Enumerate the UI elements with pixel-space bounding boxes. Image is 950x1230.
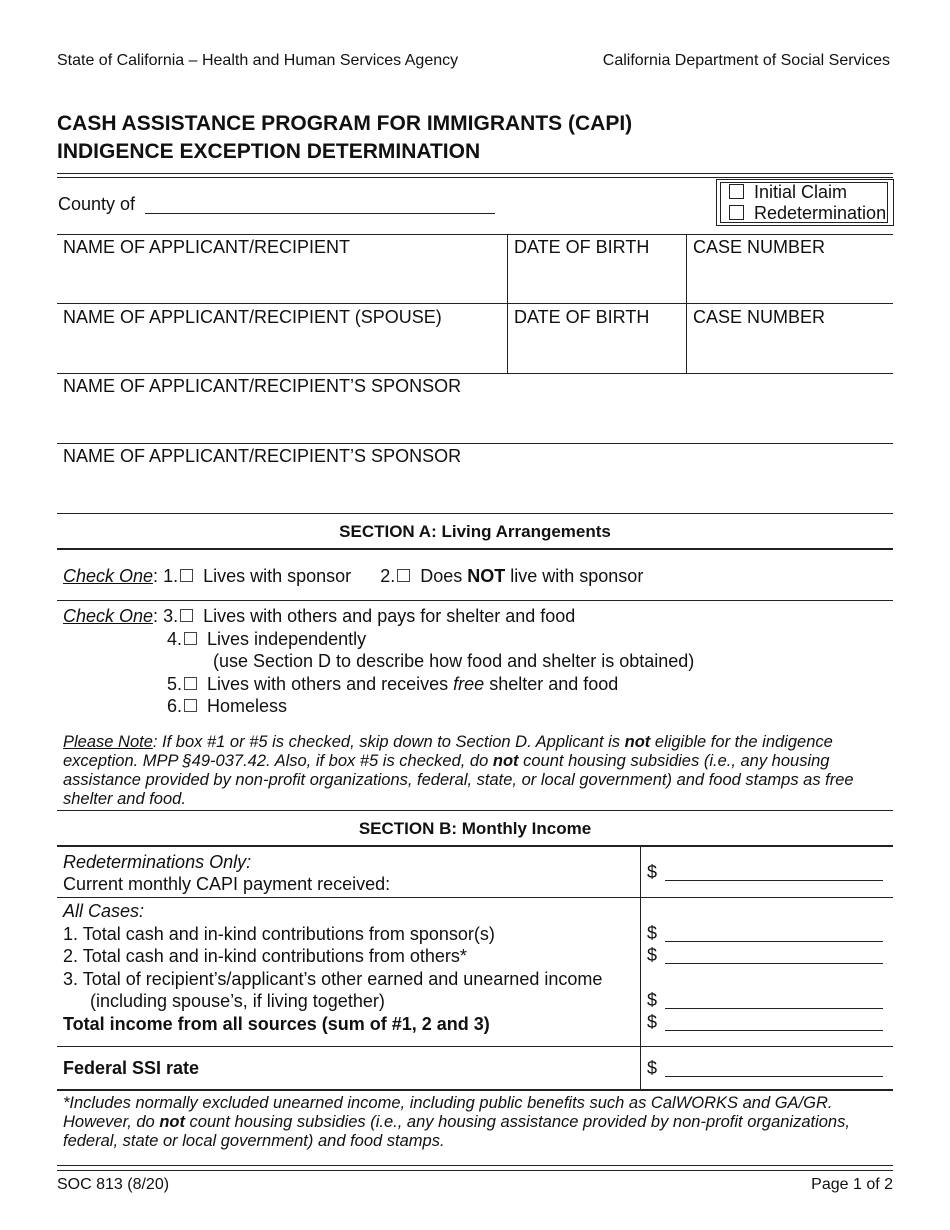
section-a-title: SECTION A: Living Arrangements [339, 522, 611, 541]
lives-with-sponsor-label: Lives with sponsor [203, 566, 352, 586]
divider [57, 373, 893, 374]
page-title [57, 110, 632, 166]
spouse-dob-label: DATE OF BIRTH [514, 307, 650, 327]
divider [57, 234, 893, 235]
applicant-dob-field[interactable] [514, 262, 682, 296]
not-with-sponsor-checkbox[interactable] [397, 569, 410, 582]
spouse-dob-field[interactable] [514, 332, 682, 366]
living-check-list: Check One: 3. Lives with others and pays for shelter and food 4. Lives independently (use Section D to describe how food and shelter is obtained) 5. Lives with others and receives free shelter and food 6. Homeless [63, 606, 695, 716]
current-payment-input[interactable]: $ [647, 862, 883, 883]
spouse-name-field[interactable] [63, 332, 503, 366]
county-label: County of [58, 194, 136, 214]
page-number: Page 1 of 2 [811, 1176, 893, 1193]
redetermination-block: Redeterminations Only: Current monthly CAPI payment received: [63, 852, 391, 894]
all-cases-block: All Cases: 1. Total cash and in-kind contributions from sponsor(s) 2. Total cash and in-kind contributions from others* 3. Total of recipient’s/applicant’s other earned and unearned income (including spouse’s, if living together) Total income from all sources (sum of #1, 2 and 3) [63, 901, 603, 1034]
applicant-case-label: CASE NUMBER [693, 237, 826, 257]
divider [57, 1165, 893, 1166]
ssi-rate-input[interactable]: $ [647, 1058, 883, 1079]
free-shelter-food-checkbox[interactable] [184, 677, 197, 690]
sponsor-label: NAME OF APPLICANT/RECIPIENT’S SPONSOR [63, 446, 462, 466]
initial-claim-checkbox[interactable] [729, 184, 744, 199]
divider [640, 846, 641, 1089]
divider [57, 1046, 893, 1047]
divider [57, 443, 893, 444]
county-input[interactable] [145, 213, 495, 214]
divider [57, 548, 893, 550]
section-b-title: SECTION B: Monthly Income [358, 819, 592, 838]
applicant-name-field[interactable] [63, 262, 503, 296]
form-id: SOC 813 (8/20) [57, 1176, 170, 1193]
agency-name: State of California – Health and Human Services Agency [57, 52, 459, 69]
divider [57, 845, 893, 847]
divider [57, 303, 893, 304]
applicant-dob-label: DATE OF BIRTH [514, 237, 650, 257]
department-name: California Department of Social Services [602, 52, 890, 69]
total-income-input[interactable]: $ [647, 1012, 883, 1033]
divider [57, 810, 893, 811]
redetermination-option[interactable]: Redetermination [725, 203, 886, 224]
sponsor-label: NAME OF APPLICANT/RECIPIENT’S SPONSOR [63, 376, 462, 396]
not-with-sponsor-label: Does NOT live with sponsor [420, 566, 644, 586]
divider [57, 897, 893, 898]
title-line-1: CASH ASSISTANCE PROGRAM FOR IMMIGRANTS (CAPI) [57, 112, 633, 135]
divider [57, 177, 893, 178]
spouse-name-label: NAME OF APPLICANT/RECIPIENT (SPOUSE) [63, 307, 442, 327]
homeless-checkbox[interactable] [184, 699, 197, 712]
section-a-note: Please Note: If box #1 or #5 is checked, skip down to Section D. Applicant is not eligible for the indigence exception. MPP §49-037.42. Also, if box #5 is checked, do not count housing subsidies (i.e., any housing assistance provided by non-profit organizations, federal, state, or local government) and food stamps as free shelter and food. [63, 733, 854, 808]
other-contributions-input[interactable]: $ [647, 945, 883, 966]
other-income-input[interactable]: $ [647, 990, 883, 1011]
ssi-rate-label: Federal SSI rate [63, 1058, 200, 1078]
divider [57, 1170, 893, 1171]
sponsor-contributions-input[interactable]: $ [647, 923, 883, 944]
income-footnote: *Includes normally excluded unearned income, including public benefits such as CalWORKS and GA/GR. However, do not count housing subsidies (i.e., any housing assistance provided by non-profit organizations, federal, state or local government) and food stamps. [63, 1094, 850, 1150]
initial-claim-option[interactable]: Initial Claim [725, 182, 886, 203]
applicant-name-label: NAME OF APPLICANT/RECIPIENT [63, 237, 351, 257]
title-line-2: INDIGENCE EXCEPTION DETERMINATION [57, 140, 481, 163]
spouse-case-field[interactable] [693, 332, 889, 366]
divider [57, 513, 893, 514]
sponsor-field[interactable] [63, 401, 888, 435]
redetermination-checkbox[interactable] [729, 205, 744, 220]
applicant-case-field[interactable] [693, 262, 889, 296]
lives-with-sponsor-checkbox[interactable] [180, 569, 193, 582]
divider [57, 173, 893, 174]
sponsor-check-row: Check One: 1. Lives with sponsor 2. Does NOT live with sponsor [63, 566, 644, 586]
pays-shelter-food-checkbox[interactable] [180, 609, 193, 622]
spouse-case-label: CASE NUMBER [693, 307, 826, 327]
divider [57, 600, 893, 601]
sponsor-field[interactable] [63, 471, 888, 505]
claim-type-box [716, 179, 894, 226]
lives-independently-checkbox[interactable] [184, 632, 197, 645]
divider [57, 1089, 893, 1091]
